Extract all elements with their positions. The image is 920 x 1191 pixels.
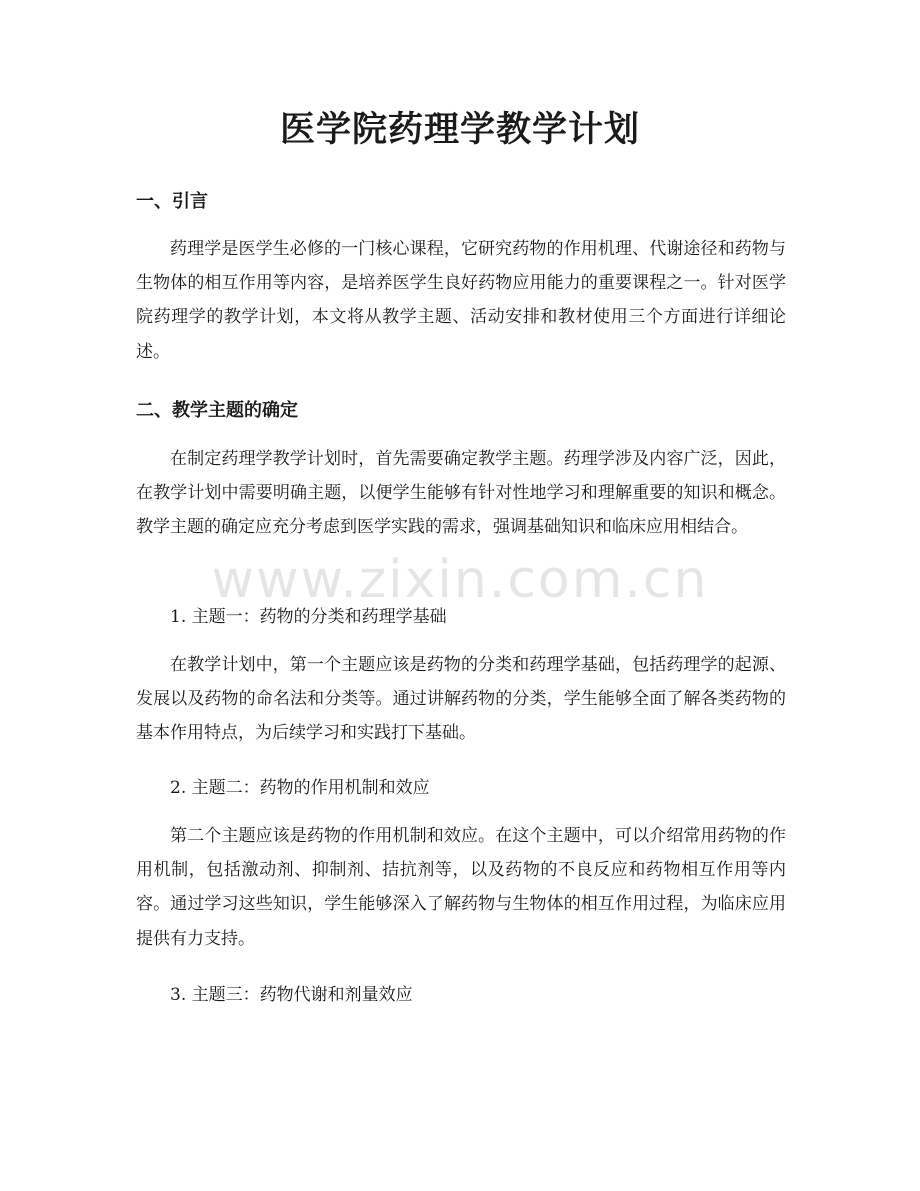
introduction-paragraph: 药理学是医学生必修的一门核心课程，它研究药物的作用机理、代谢途径和药物与生物体的相互作用等内容，是培养医学生良好药物应用能力的重要课程之一。针对医学院药理学的教学计划，本文将从教学主题、活动安排和教材使用三个方面进行详细论述。	[136, 239, 786, 362]
topic-one-title: 1. 主题一：药物的分类和药理学基础	[170, 607, 447, 627]
section-heading-introduction: 一、引言	[136, 191, 208, 212]
topic-two-paragraph: 第二个主题应该是药物的作用机制和效应。在这个主题中，可以介绍常用药物的作用机制，包括激动剂、抑制剂、拮抗剂等，以及药物的不良反应和药物相互作用等内容。通过学习这些知识，学生能够深入了解药物与生物体的相互作用过程，为临床应用提供有力支持。	[136, 826, 786, 949]
topic-two-title: 2. 主题二：药物的作用机制和效应	[170, 778, 430, 798]
watermark: www.zixin.com.cn	[211, 550, 709, 610]
page-title: 医学院药理学教学计划	[279, 110, 640, 150]
topic-one-paragraph: 在教学计划中，第一个主题应该是药物的分类和药理学基础，包括药理学的起源、发展以及药物的命名法和分类等。通过讲解药物的分类，学生能够全面了解各类药物的基本作用特点，为后续学习和实践打下基础。	[136, 655, 786, 744]
teaching-topics-paragraph: 在制定药理学教学计划时，首先需要确定教学主题。药理学涉及内容广泛，因此，在教学计划中需要明确主题，以便学生能够有针对性地学习和理解重要的知识和概念。教学主题的确定应充分考虑到医学实践的需求，强调基础知识和临床应用相结合。	[136, 449, 786, 538]
section-heading-teaching-topics: 二、教学主题的确定	[136, 400, 298, 421]
topic-three-title: 3. 主题三：药物代谢和剂量效应	[170, 985, 413, 1005]
